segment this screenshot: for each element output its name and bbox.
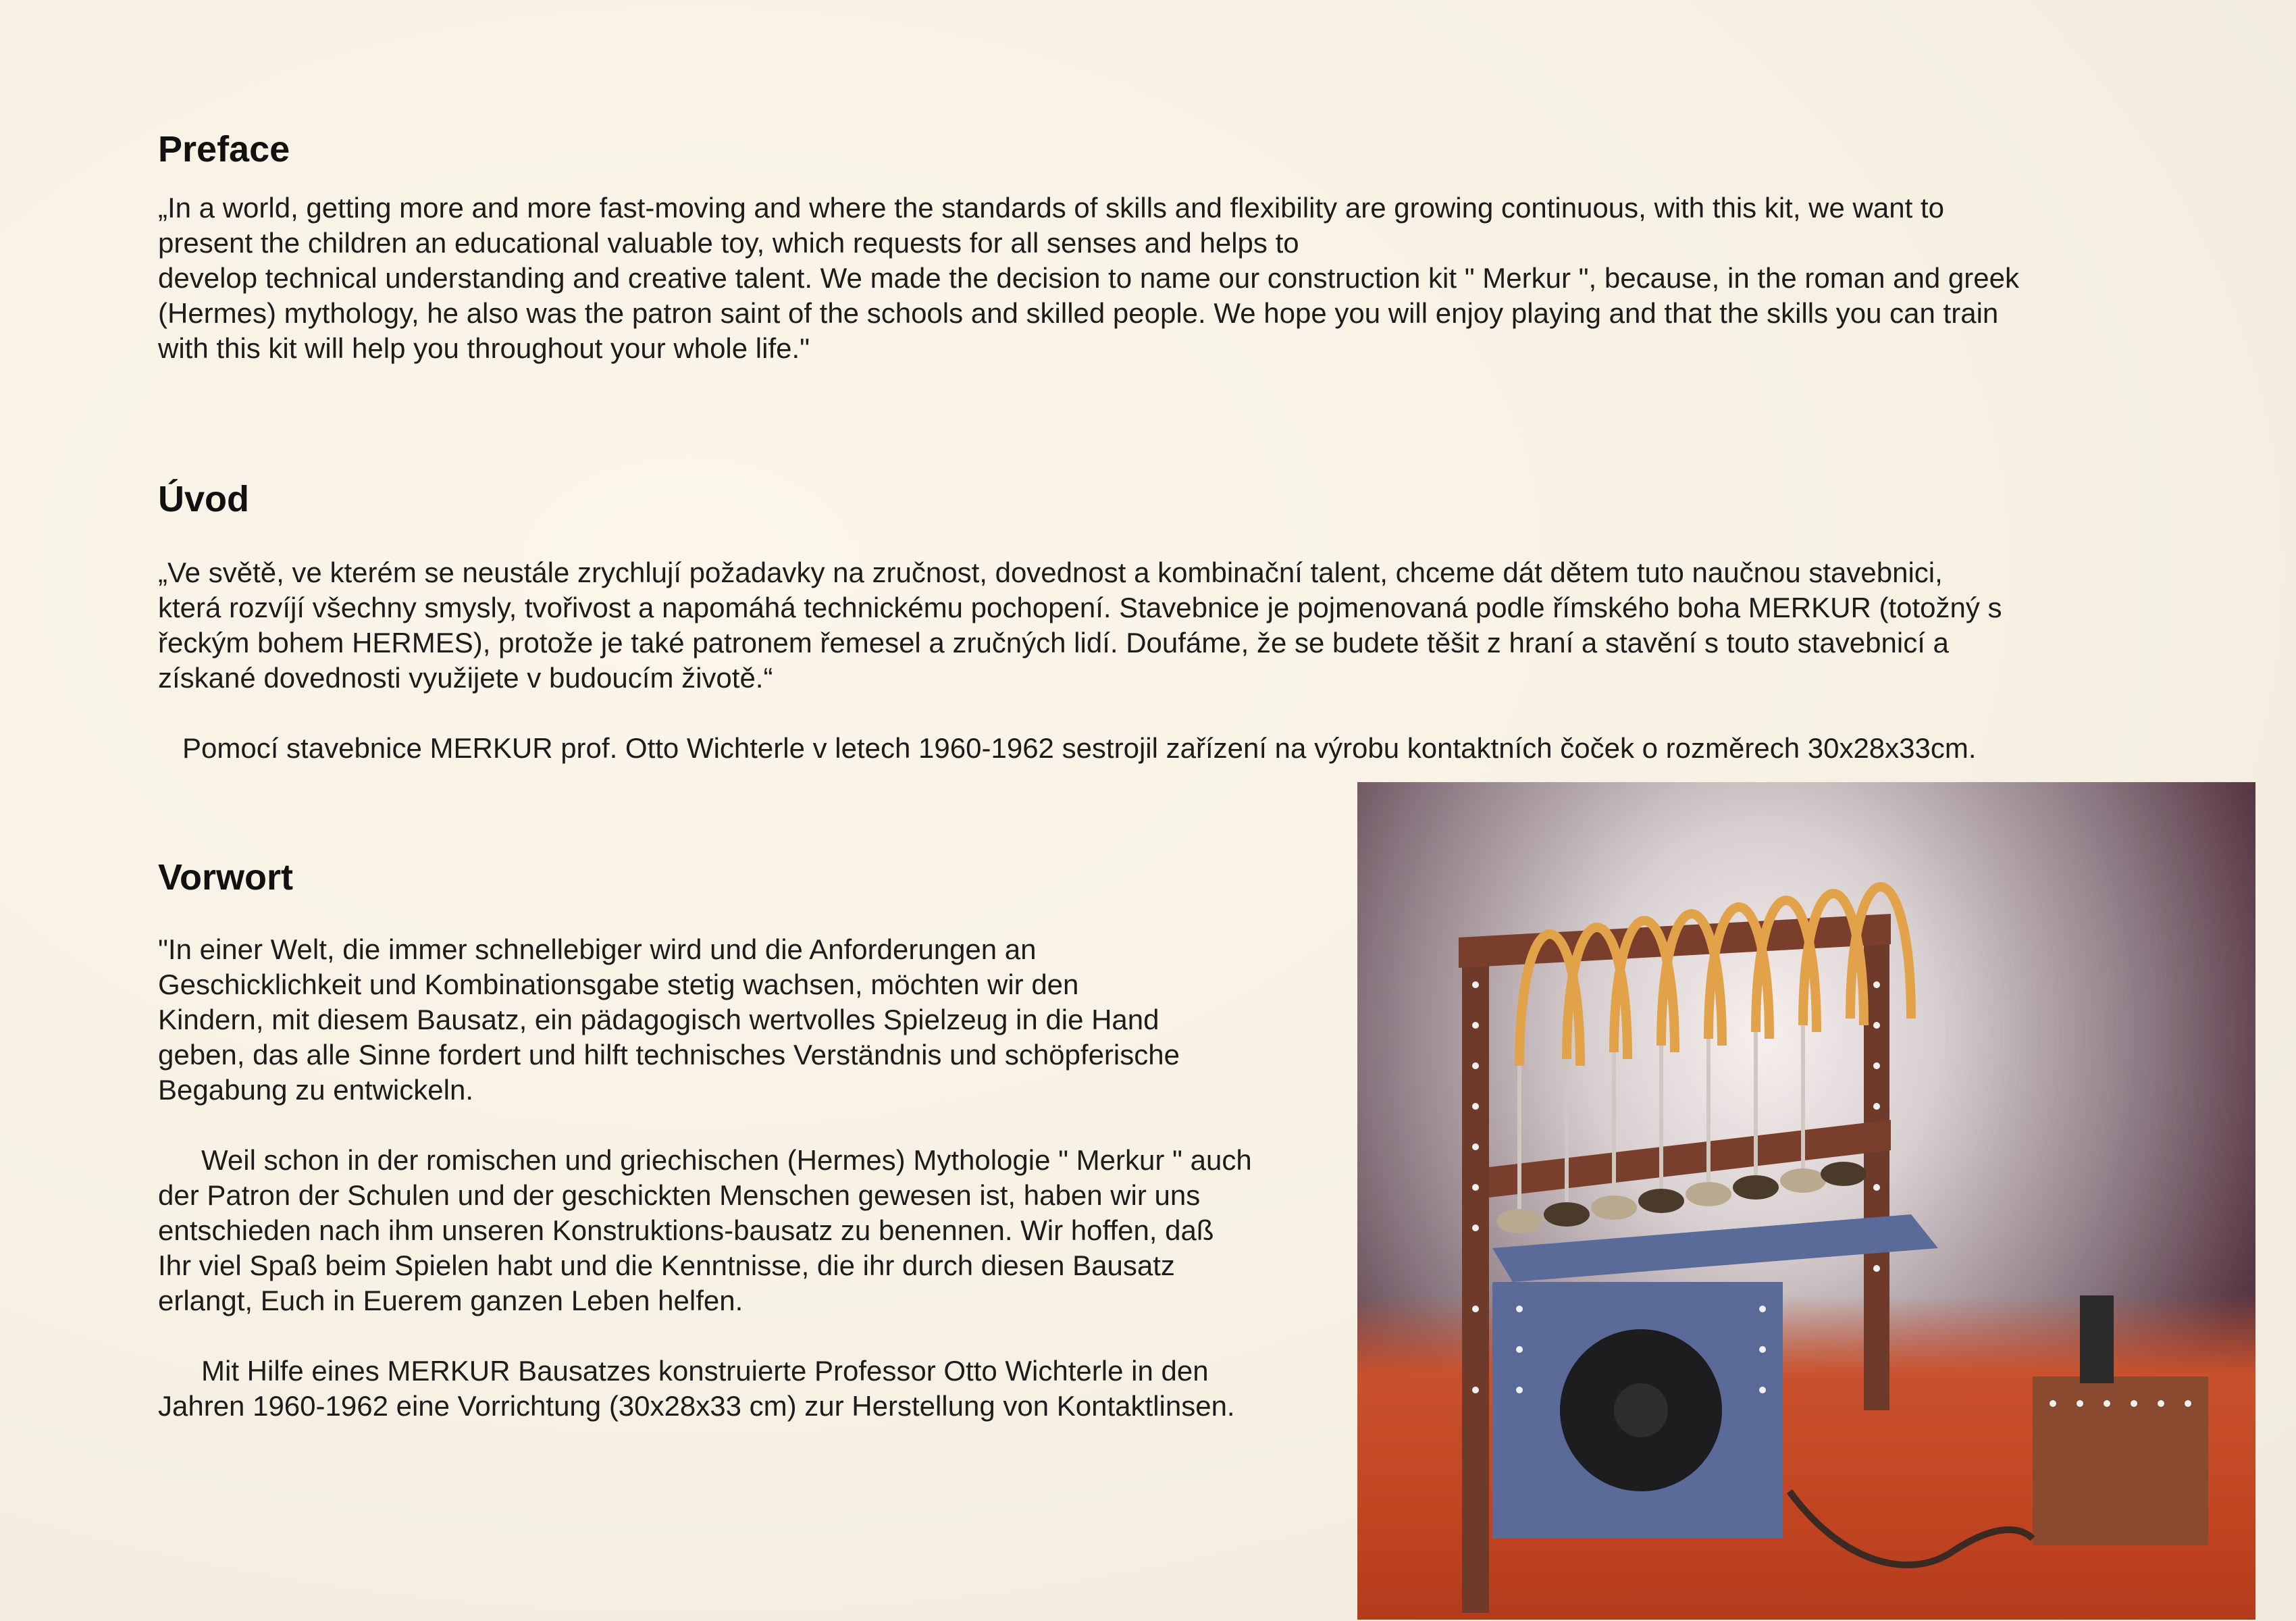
machine-photo — [1357, 782, 2255, 1620]
uvod-note — [182, 731, 2228, 766]
uvod-line-2: která rozvíjí všechny smysly, tvořivost a napomáhá technickému pochopení. Stavebnice je pojmenovaná podle římského boha MERKUR (totožný s — [158, 592, 2002, 623]
uvod-line-3: řeckým bohem HERMES), protože je také patronem řemesel a zručných lidí. Doufáme, že se budete těšit z hraní a stavění s touto stavebnicí a — [158, 627, 1949, 659]
vorwort-p2-line-4: Ihr viel Spaß beim Spielen habt und die Kenntnisse, die ihr durch diesen Bausatz — [158, 1250, 1175, 1281]
transformer-box — [2033, 1376, 2208, 1545]
vorwort-p3-line-1: Mit Hilfe eines MERKUR Bausatzes konstruierte Professor Otto Wichterle in den — [201, 1355, 1209, 1387]
vorwort-p1-line-2: Geschicklichkeit und Kombinationsgabe stetig wachsen, möchten wir den — [158, 969, 1079, 1000]
uvod-line-4: získané dovednosti využijete v budoucím životě.“ — [158, 662, 773, 694]
uvod-note-text: Pomocí stavebnice MERKUR prof. Otto Wichterle v letech 1960-1962 sestrojil zařízení na výrobu kontaktních čoček o rozměrech 30x28x33cm. — [182, 732, 1977, 764]
tube-arches — [1519, 887, 1911, 1066]
vorwort-p2-line-3: entschieden nach ihm unseren Konstruktions-bausatz zu benennen. Wir hoffen, daß — [158, 1214, 1214, 1246]
preface-line-4: (Hermes) mythology, he also was the patron saint of the schools and skilled people. We hope you will enjoy playing and that the skills you can train — [158, 297, 1999, 329]
vorwort-paragraph-2 — [158, 1143, 1353, 1318]
vorwort-heading: Vorwort — [158, 857, 293, 898]
vorwort-paragraph-1 — [158, 932, 1353, 1108]
vorwort-p3-line-2: Jahren 1960-1962 eine Vorrichtung (30x28x33 cm) zur Herstellung von Kontaktlinsen. — [158, 1390, 1235, 1422]
vorwort-p1-line-1: "In einer Welt, die immer schnellebiger wird und die Anforderungen an — [158, 933, 1037, 965]
vorwort-p1-line-4: geben, das alle Sinne fordert und hilft technisches Verständnis und schöpferische — [158, 1039, 1180, 1071]
preface-line-3: develop technical understanding and creative talent. We made the decision to name our construction kit " Merkur ", because, in the roman and greek — [158, 262, 2019, 294]
vorwort-p2-line-1: Weil schon in der romischen und griechischen (Hermes) Mythologie " Merkur " auch — [201, 1144, 1252, 1176]
machine-illustration — [1357, 782, 2255, 1620]
preface-line-1: „In a world, getting more and more fast-moving and where the standards of skills and flexibility are growing continuous, with this kit, we want to — [158, 192, 1944, 224]
vorwort-p2-line-5: erlangt, Euch in Euerem ganzen Leben helfen. — [158, 1285, 743, 1316]
power-cable — [1790, 1491, 2033, 1565]
uvod-line-1: „Ve světě, ve kterém se neustále zrychlují požadavky na zručnost, dovednost a kombinační talent, chceme dát dětem tuto naučnou stavebnici, — [158, 557, 1943, 588]
middle-rail — [1489, 1120, 1891, 1198]
uvod-section — [158, 478, 2204, 696]
preface-section — [158, 128, 2191, 366]
preface-heading: Preface — [158, 129, 290, 170]
uvod-heading: Úvod — [158, 479, 249, 519]
preface-line-5: with this kit will help you throughout your whole life." — [158, 332, 810, 364]
vorwort-paragraph-3 — [158, 1354, 1353, 1424]
vorwort-p1-line-3: Kindern, mit diesem Bausatz, ein pädagogisch wertvolles Spielzeug in die Hand — [158, 1004, 1159, 1035]
left-upright — [1462, 937, 1489, 1613]
preface-line-2: present the children an educational valuable toy, which requests for all senses and helps to — [158, 227, 1299, 259]
vorwort-section — [158, 856, 1353, 1424]
vorwort-p1-line-5: Begabung zu entwickeln. — [158, 1074, 473, 1106]
lamp — [2080, 1295, 2114, 1383]
vorwort-p2-line-2: der Patron der Schulen und der geschickten Menschen gewesen ist, haben wir uns — [158, 1179, 1201, 1211]
